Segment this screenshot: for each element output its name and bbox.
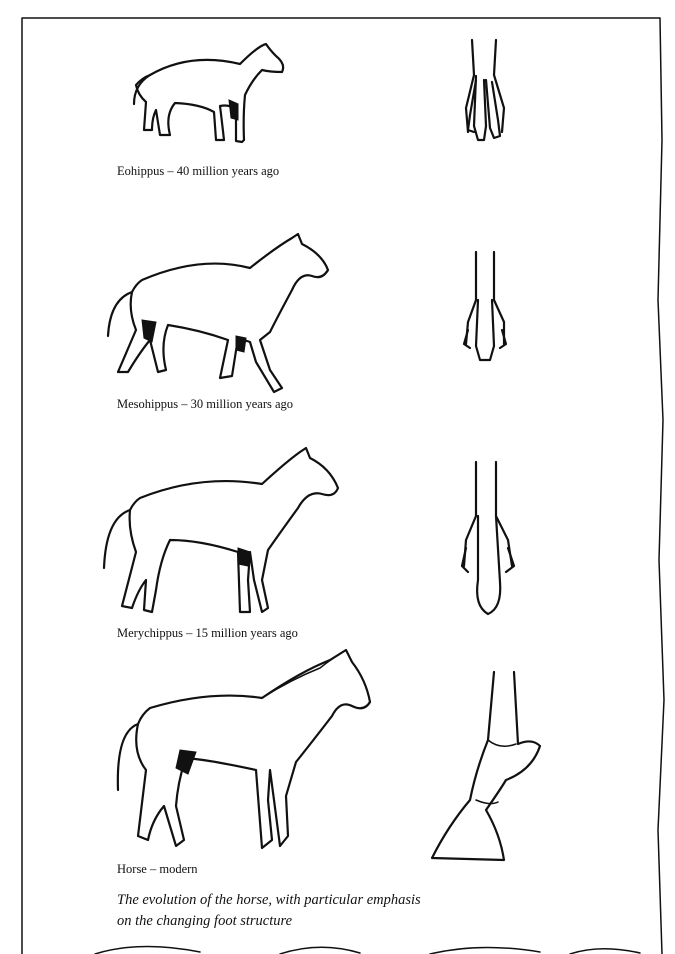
mesohippus-foot-illustration [464, 252, 506, 360]
mesohippus-label: Mesohippus – 30 million years ago [117, 397, 294, 411]
merychippus-foot-illustration [462, 462, 514, 614]
modern-horse-foot-illustration [432, 672, 540, 860]
merychippus-label: Merychippus – 15 million years ago [117, 626, 298, 640]
eohippus-foot-illustration [466, 40, 504, 140]
caption-line-2: on the changing foot structure [117, 913, 293, 929]
eohippus-illustration [134, 44, 283, 142]
merychippus-illustration [104, 448, 338, 612]
modern-horse-illustration [118, 650, 370, 848]
eohippus-label: Eohippus – 40 million years ago [117, 164, 280, 178]
modern-horse-label: Horse – modern [117, 862, 198, 876]
caption-line-1: The evolution of the horse, with particular emphasis [117, 892, 421, 908]
figure-caption [117, 890, 421, 932]
mesohippus-illustration [108, 234, 328, 392]
